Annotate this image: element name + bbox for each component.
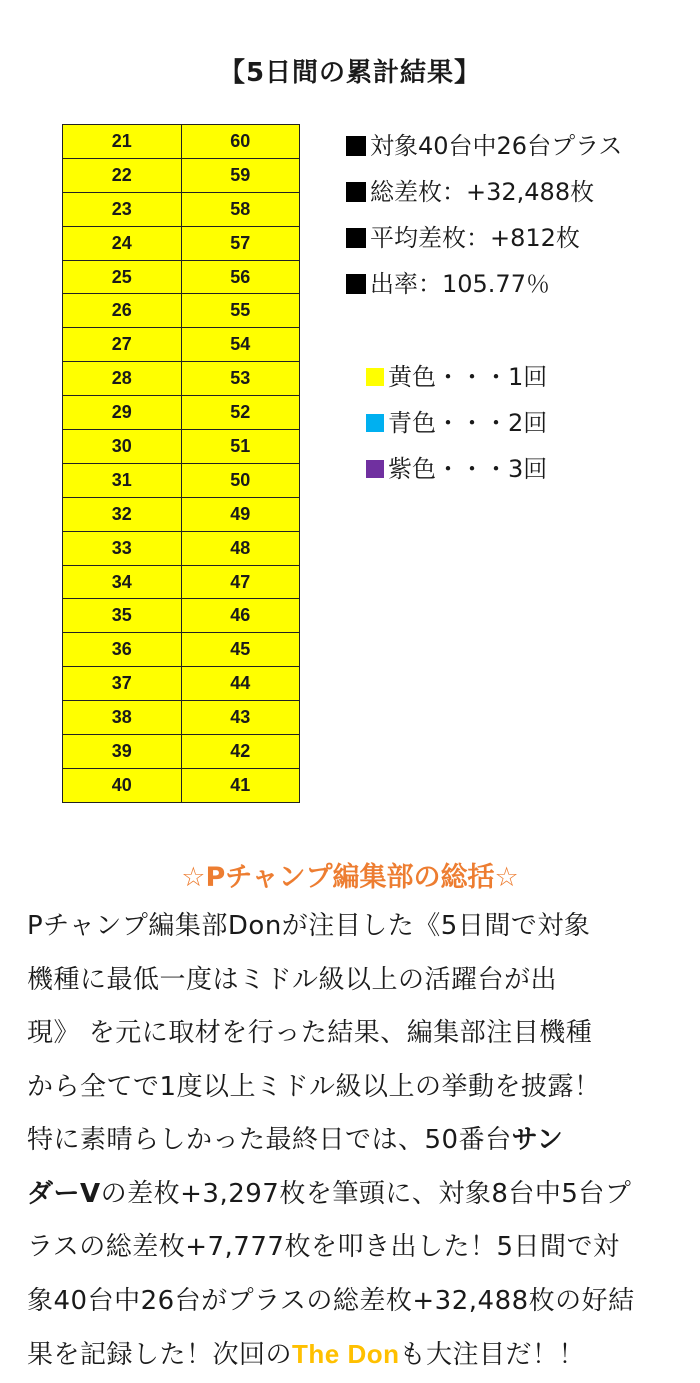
table-cell: 26 bbox=[63, 294, 182, 328]
table-cell: 55 bbox=[181, 294, 300, 328]
table-row bbox=[63, 396, 300, 430]
table-cell: 34 bbox=[63, 565, 182, 599]
table-cell: 54 bbox=[181, 328, 300, 362]
table-row bbox=[63, 565, 300, 599]
summary-line: 特に素晴らしかった最終日では、50番台サン bbox=[27, 1125, 564, 1155]
table-cell: 52 bbox=[181, 396, 300, 430]
table-cell: 51 bbox=[181, 430, 300, 464]
stat-item: 出率：105.77％ bbox=[346, 264, 622, 310]
table-cell: 23 bbox=[63, 192, 182, 226]
table-row bbox=[63, 667, 300, 701]
summary-title: ☆Pチャンプ編集部の総括☆ bbox=[181, 862, 519, 893]
summary-line: ラスの総差枚+7,777枚を叩き出した！5日間で対 bbox=[27, 1232, 620, 1262]
summary-line: 象40台中26台がプラスの総差枚+32,488枚の好結 bbox=[27, 1285, 635, 1316]
table-cell: 22 bbox=[63, 158, 182, 192]
color-legend bbox=[366, 360, 547, 498]
table-cell: 31 bbox=[63, 463, 182, 497]
table-cell: 53 bbox=[181, 362, 300, 396]
machine-name-bold: ダーV bbox=[27, 1178, 101, 1209]
table-row bbox=[63, 768, 300, 802]
table-cell: 40 bbox=[63, 768, 182, 802]
stat-item: 対象40台中26台プラス bbox=[346, 126, 622, 172]
square-bullet-icon bbox=[346, 136, 366, 156]
table-row bbox=[63, 701, 300, 735]
table-cell: 47 bbox=[181, 565, 300, 599]
table-cell: 60 bbox=[181, 125, 300, 159]
summary-line: ダーVの差枚+3,297枚を筆頭に、対象8台中5台プ bbox=[27, 1178, 632, 1209]
table-cell: 24 bbox=[63, 226, 182, 260]
square-bullet-icon bbox=[346, 274, 366, 294]
table-cell: 28 bbox=[63, 362, 182, 396]
square-bullet-icon bbox=[346, 228, 366, 248]
blue-swatch-icon bbox=[366, 414, 384, 432]
table-cell: 58 bbox=[181, 192, 300, 226]
legend-item-blue: 青色・・・2回 bbox=[366, 406, 547, 452]
table-row bbox=[63, 430, 300, 464]
table-cell: 42 bbox=[181, 735, 300, 769]
table-row bbox=[63, 158, 300, 192]
table-cell: 41 bbox=[181, 768, 300, 802]
the-don-highlight: The Don bbox=[292, 1339, 400, 1369]
table-row bbox=[63, 125, 300, 159]
table-cell: 37 bbox=[63, 667, 182, 701]
page-title: 【5日間の累計結果】 bbox=[218, 58, 482, 88]
table-row bbox=[63, 463, 300, 497]
table-cell: 39 bbox=[63, 735, 182, 769]
summary-line: から全てで1度以上ミドル級以上の挙動を披露！ bbox=[27, 1071, 601, 1102]
summary-line: 機種に最低一度はミドル級以上の活躍台が出 bbox=[27, 964, 558, 995]
table-cell: 33 bbox=[63, 531, 182, 565]
summary-paragraph bbox=[27, 900, 677, 1383]
table-row bbox=[63, 531, 300, 565]
table-cell: 57 bbox=[181, 226, 300, 260]
legend-item-yellow: 黄色・・・1回 bbox=[366, 360, 547, 406]
table-cell: 25 bbox=[63, 260, 182, 294]
table-cell: 46 bbox=[181, 599, 300, 633]
stats-list bbox=[346, 126, 622, 310]
machine-name-bold: サン bbox=[511, 1125, 564, 1155]
stat-item: 平均差枚：+812枚 bbox=[346, 218, 622, 264]
summary-line: 現》 を元に取材を行った結果、編集部注目機種 bbox=[27, 1018, 593, 1048]
table-row bbox=[63, 735, 300, 769]
table-cell: 29 bbox=[63, 396, 182, 430]
table-cell: 50 bbox=[181, 463, 300, 497]
table-cell: 56 bbox=[181, 260, 300, 294]
table-row bbox=[63, 294, 300, 328]
table-cell: 43 bbox=[181, 701, 300, 735]
table-cell: 27 bbox=[63, 328, 182, 362]
square-bullet-icon bbox=[346, 182, 366, 202]
table-cell: 32 bbox=[63, 497, 182, 531]
table-cell: 45 bbox=[181, 633, 300, 667]
purple-swatch-icon bbox=[366, 460, 384, 478]
table-row bbox=[63, 599, 300, 633]
table-cell: 30 bbox=[63, 430, 182, 464]
machine-number-table bbox=[62, 124, 300, 803]
table-cell: 48 bbox=[181, 531, 300, 565]
table-row bbox=[63, 260, 300, 294]
table-cell: 59 bbox=[181, 158, 300, 192]
legend-item-purple: 紫色・・・3回 bbox=[366, 452, 547, 498]
table-cell: 38 bbox=[63, 701, 182, 735]
table-row bbox=[63, 497, 300, 531]
table-row bbox=[63, 226, 300, 260]
summary-line: Pチャンプ編集部Donが注目した《5日間で対象 bbox=[27, 911, 591, 941]
table-row bbox=[63, 192, 300, 226]
table-cell: 36 bbox=[63, 633, 182, 667]
table-row bbox=[63, 633, 300, 667]
table-cell: 21 bbox=[63, 125, 182, 159]
table-cell: 44 bbox=[181, 667, 300, 701]
yellow-swatch-icon bbox=[366, 368, 384, 386]
table-row bbox=[63, 328, 300, 362]
summary-line: 果を記録した！次回のThe Donも大注目だ！！ bbox=[27, 1339, 586, 1370]
stat-item: 総差枚：+32,488枚 bbox=[346, 172, 622, 218]
table-cell: 35 bbox=[63, 599, 182, 633]
table-cell: 49 bbox=[181, 497, 300, 531]
table-row bbox=[63, 362, 300, 396]
